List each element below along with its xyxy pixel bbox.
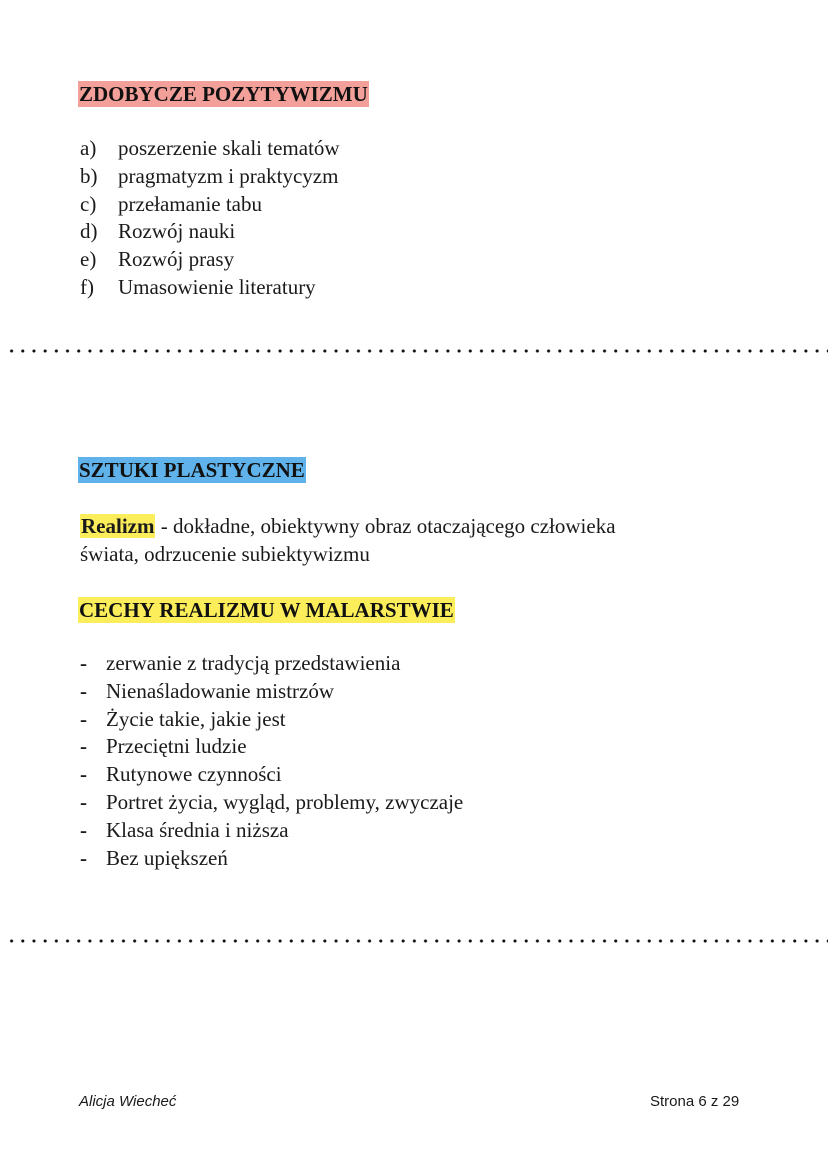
list-item-text: Nienaśladowanie mistrzów [106, 678, 335, 703]
list-item [80, 274, 340, 302]
list-item [80, 163, 340, 191]
list-item-text: Życie takie, jakie jest [106, 706, 286, 731]
list-item [80, 845, 463, 873]
list-item-text: przełamanie tabu [118, 191, 263, 216]
list-item [80, 678, 463, 706]
realism-features-list [80, 650, 463, 872]
bullet-dash: - [80, 762, 87, 787]
list-item [80, 733, 463, 761]
bullet-dash: - [80, 817, 87, 842]
section-heading-zdobycze: ZDOBYCZE POZYTYWIZMU [79, 82, 368, 106]
list-item-text: Rozwój nauki [118, 219, 236, 244]
bullet-dash: - [80, 789, 87, 814]
list-item-text: pragmatyzm i praktycyzm [118, 163, 339, 188]
dotted-divider [6, 349, 828, 353]
list-item-text: poszerzenie skali tematów [118, 136, 340, 160]
definition-text: - dokładne, obiektywny obraz otaczającego człowieka [155, 514, 616, 538]
bullet-dash: - [80, 734, 87, 759]
bullet-dash: - [80, 845, 87, 870]
list-item [80, 761, 463, 789]
list-letter: a) [80, 136, 97, 160]
bullet-dash: - [80, 706, 87, 731]
list-item [80, 789, 463, 817]
list-item [80, 706, 463, 734]
bullet-dash: - [80, 678, 87, 703]
list-item [80, 817, 463, 845]
list-letter: e) [80, 247, 97, 272]
list-letter: f) [80, 274, 94, 299]
list-item [80, 191, 340, 219]
list-item [80, 650, 463, 678]
section-heading-cechy: CECHY REALIZMU W MALARSTWIE [79, 598, 454, 622]
list-item-text: Przeciętni ludzie [106, 734, 247, 759]
dotted-divider [6, 939, 828, 943]
achievements-list [80, 135, 340, 302]
realism-definition [80, 512, 616, 568]
list-item [80, 246, 340, 274]
definition-line-2: świata, odrzucenie subiektywizmu [80, 542, 370, 566]
list-letter: c) [80, 191, 97, 216]
list-item-text: Umasowienie literatury [118, 274, 316, 299]
definition-line-1 [80, 512, 616, 540]
footer-page-number: Strona 6 z 29 [650, 1093, 740, 1110]
section-heading-sztuki: SZTUKI PLASTYCZNE [79, 458, 305, 482]
list-item-text: zerwanie z tradycją przedstawienia [106, 651, 401, 675]
list-item [80, 218, 340, 246]
list-item-text: Klasa średnia i niższa [106, 817, 289, 842]
list-item-text: Bez upiększeń [106, 845, 228, 870]
list-item-text: Rozwój prasy [118, 247, 235, 272]
list-item-text: Rutynowe czynności [106, 762, 282, 787]
list-item-text: Portret życia, wygląd, problemy, zwyczaje [106, 789, 464, 814]
list-letter: d) [80, 219, 98, 244]
definition-term: Realizm [81, 514, 155, 538]
footer-author: Alicja Wiecheć [79, 1093, 177, 1110]
bullet-dash: - [80, 651, 87, 675]
list-item [80, 135, 340, 163]
list-letter: b) [80, 163, 98, 188]
